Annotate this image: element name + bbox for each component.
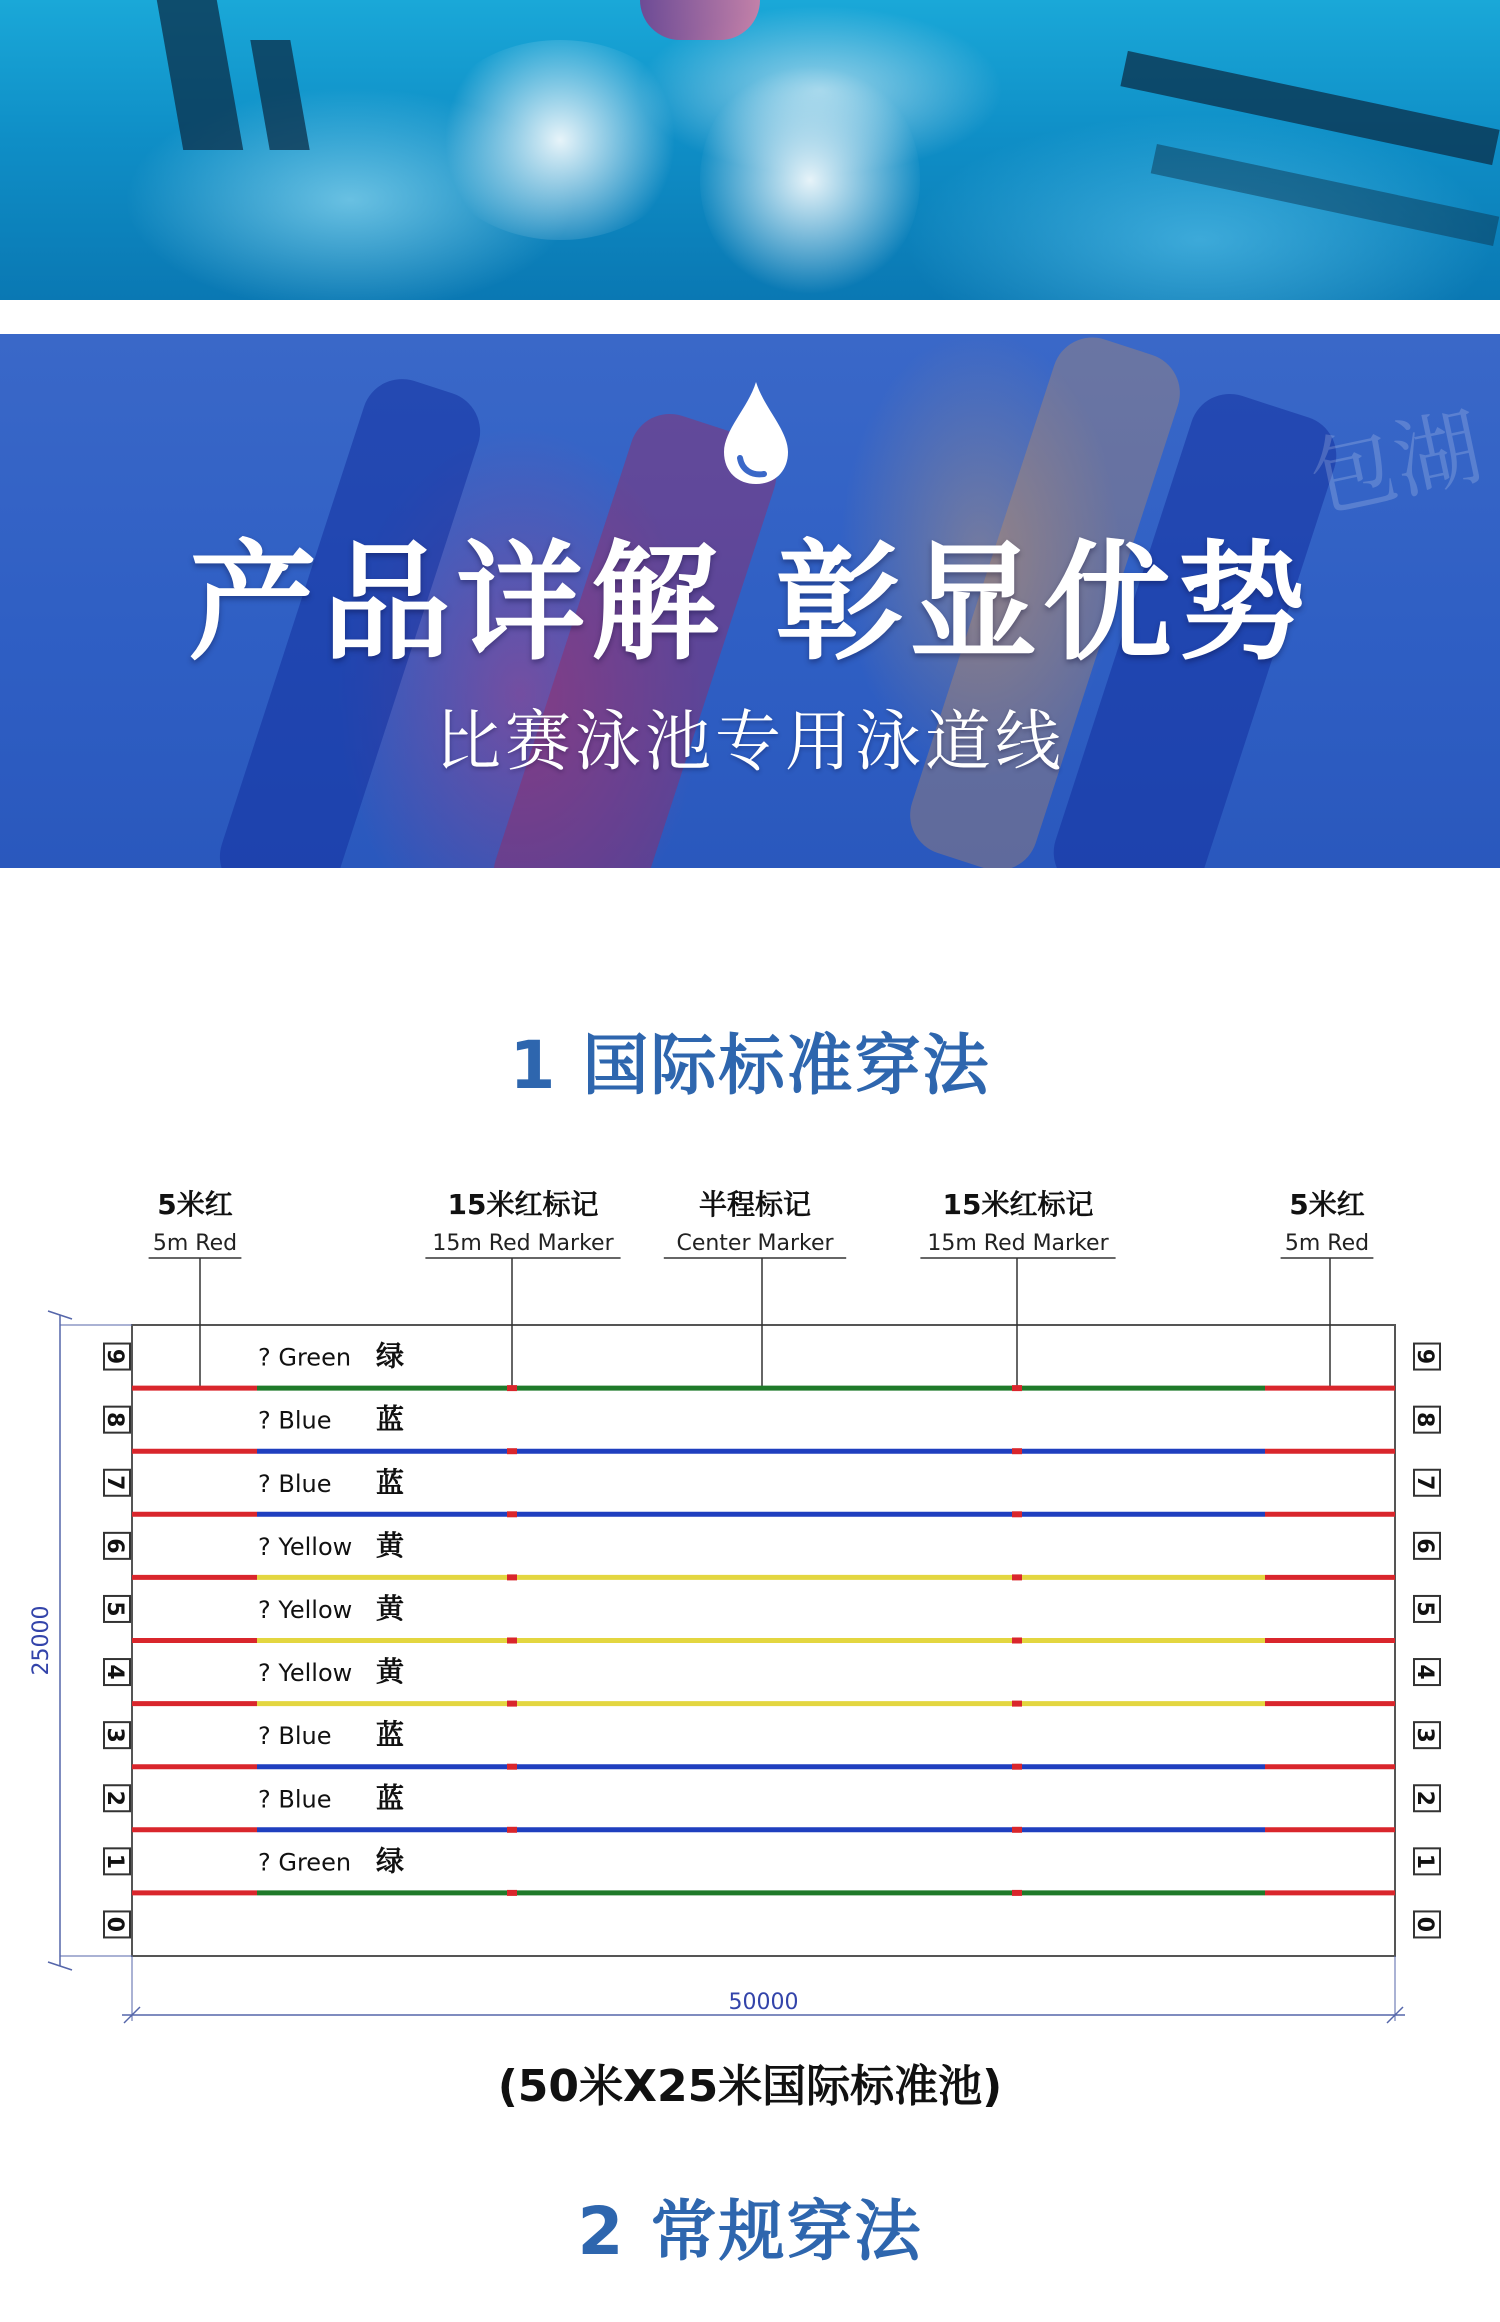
marker-label-en: Center Marker: [676, 1231, 834, 1256]
rope-color-cn: 黄: [376, 1655, 405, 1689]
marker-label-cn: 5米红: [1289, 1188, 1365, 1221]
swimmer: [640, 0, 760, 40]
rope-15m-marker: [1012, 1701, 1022, 1707]
rope-15m-marker: [1012, 1448, 1022, 1454]
watermark: 包湖: [1301, 397, 1491, 531]
rope-15m-marker: [1012, 1574, 1022, 1580]
lane-stripe: [250, 40, 309, 150]
section-heading-1: 1 国际标准穿法: [509, 1027, 991, 1104]
rope-color-cn: 蓝: [376, 1465, 405, 1499]
rope-15m-marker: [507, 1890, 517, 1896]
rope-color-cn: 蓝: [376, 1718, 405, 1752]
rope-color-cn: 黄: [376, 1591, 405, 1625]
marker-label-en: 15m Red Marker: [927, 1231, 1109, 1256]
lane-rope-diagram: [0, 1170, 1500, 2090]
product-banner: [0, 334, 1500, 868]
hero-photo: [0, 0, 1500, 300]
marker-label-en: 5m Red: [152, 1231, 238, 1256]
rope-color-label: ? Yellow: [258, 1532, 353, 1561]
lane-number-right: 7: [1412, 1475, 1437, 1491]
lane-number-right: 9: [1412, 1348, 1437, 1365]
marker-label-cn: 半程标记: [698, 1188, 812, 1221]
rope-color-cn: 绿: [376, 1339, 405, 1373]
rope-15m-marker: [507, 1764, 517, 1770]
lane-stripe: [1151, 144, 1500, 246]
rope-color-cn: 黄: [376, 1528, 405, 1562]
rope-15m-marker: [507, 1448, 517, 1454]
lane-number-right: 0: [1412, 1916, 1437, 1933]
rope-color-label: ? Blue: [258, 1469, 332, 1498]
marker-label-cn: 5米红: [157, 1188, 233, 1221]
lane-number-left: 9: [102, 1348, 127, 1365]
lane-number-left: 0: [102, 1916, 127, 1933]
rope-15m-marker: [507, 1701, 517, 1707]
lane-number-left: 6: [102, 1538, 127, 1554]
marker-label-en: 5m Red: [1284, 1231, 1370, 1256]
lane-number-left: 7: [102, 1475, 127, 1491]
pool-caption: (50米X25米国际标准池): [497, 2061, 1003, 2112]
splash: [430, 40, 690, 240]
lane-number-right: 3: [1412, 1727, 1437, 1743]
rope-15m-marker: [1012, 1890, 1022, 1896]
lane-number-right: 1: [1412, 1853, 1437, 1870]
rope-15m-marker: [507, 1638, 517, 1644]
rope-color-label: ? Blue: [258, 1785, 332, 1814]
water-drop-icon: [718, 378, 794, 488]
rope-color-label: ? Yellow: [258, 1659, 353, 1688]
rope-15m-marker: [507, 1827, 517, 1833]
lane-number-left: 2: [102, 1790, 127, 1806]
lane-number-left: 4: [102, 1664, 127, 1680]
rope-15m-marker: [1012, 1827, 1022, 1833]
rope-15m-marker: [507, 1385, 517, 1391]
rope-color-label: ? Blue: [258, 1722, 332, 1751]
lane-number-left: 3: [102, 1727, 127, 1743]
lane-number-right: 6: [1412, 1538, 1437, 1554]
lane-stripe: [157, 0, 243, 150]
marker-label-cn: 15米红标记: [447, 1188, 599, 1221]
section-heading-2: 2 常规穿法: [577, 2193, 923, 2270]
lane-number-right: 8: [1412, 1411, 1437, 1428]
rope-color-label: ? Green: [258, 1343, 352, 1372]
height-dimension-label: 25000: [29, 1605, 54, 1676]
rope-15m-marker: [507, 1574, 517, 1580]
rope-color-cn: 绿: [376, 1844, 405, 1878]
rope-15m-marker: [507, 1511, 517, 1517]
rope-color-label: ? Yellow: [258, 1595, 353, 1624]
lane-number-left: 5: [102, 1601, 127, 1617]
rope-color-label: ? Green: [258, 1848, 352, 1877]
rope-color-cn: 蓝: [376, 1402, 405, 1436]
rope-15m-marker: [1012, 1638, 1022, 1644]
rope-color-label: ? Blue: [258, 1406, 332, 1435]
width-dimension-label: 50000: [728, 1990, 799, 2015]
splash: [700, 60, 920, 300]
lane-number-right: 2: [1412, 1790, 1437, 1806]
rope-15m-marker: [1012, 1511, 1022, 1517]
lane-number-right: 4: [1412, 1664, 1437, 1680]
marker-label-cn: 15米红标记: [942, 1188, 1094, 1221]
marker-label-en: 15m Red Marker: [432, 1231, 614, 1256]
rope-15m-marker: [1012, 1385, 1022, 1391]
banner-title: 产品详解 彰显优势: [188, 529, 1312, 678]
rope-15m-marker: [1012, 1764, 1022, 1770]
banner-subtitle: 比赛泳池专用泳道线: [435, 703, 1065, 780]
diagram-canvas: [0, 1170, 1500, 2090]
lane-number-left: 1: [102, 1853, 127, 1870]
lane-number-left: 8: [102, 1411, 127, 1428]
lane-number-right: 5: [1412, 1601, 1437, 1617]
rope-color-cn: 蓝: [376, 1781, 405, 1815]
